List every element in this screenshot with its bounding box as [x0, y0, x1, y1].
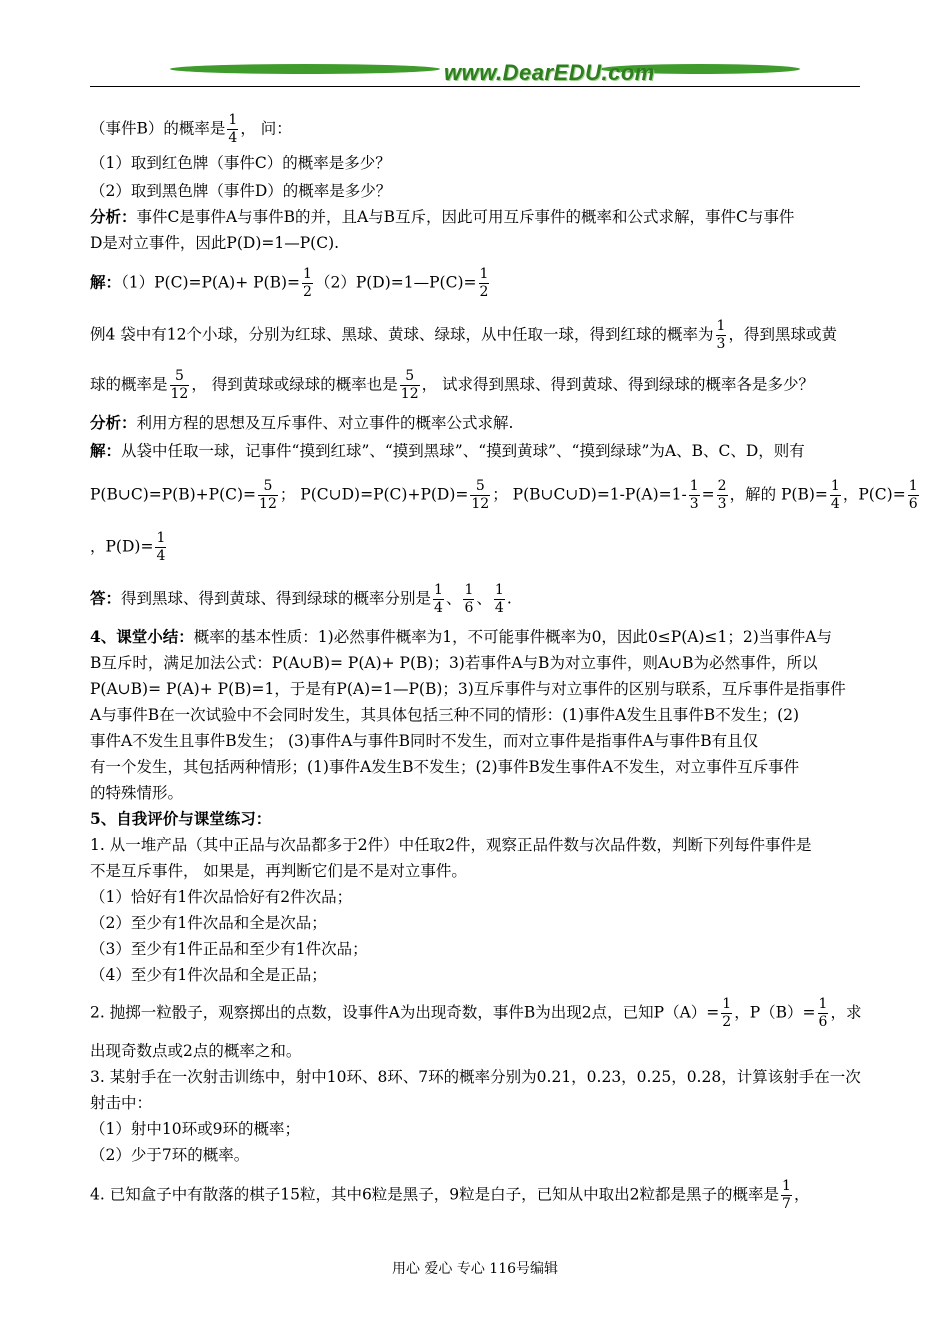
text-line: 不是互斥事件， 如果是，再判断它们是不是对立事件。 [90, 862, 467, 880]
fraction: $\frac{1}{4}$ [434, 582, 443, 616]
text-line: 出现奇数点或2点的概率之和。 [90, 1042, 302, 1060]
text-line: 解：从袋中任取一球，记事件“摸到红球”、“摸到黑球”、“摸到黄球”、“摸到绿球”为A、B、C、D，则有 [90, 441, 805, 460]
header-rule [90, 86, 860, 87]
text-line: 1. 从一堆产品（其中正品与次品都多于2件）中任取2件，观察正品件数与次品件数，判断下列每件事件是 [90, 836, 812, 854]
left-swoosh-decoration [170, 64, 440, 74]
text-line: 事件A不发生且事件B发生； (3)事件A与事件B同时不发生，而对立事件是指事件A与事件B有且仅 [90, 732, 759, 750]
fraction: $\frac{1}{4}$ [830, 478, 840, 512]
text-line: 例4 袋中有12个小球，分别为红球、黑球、黄球、绿球，从中任取一球，得到红球的概率为 $\frac{1}{3}$ ，得到黑球或黄 [90, 318, 837, 352]
text-line: D是对立事件，因此P(D)=1—P(C). [90, 234, 340, 252]
text-line: （3）至少有1件正品和至少有1件次品； [90, 940, 368, 958]
text-line: 有一个发生，其包括两种情形；(1)事件A发生B不发生；(2)事件B发生事件A不发生，对立事件互斥事件 [90, 758, 800, 776]
text-line: 答：得到黑球、得到黄球、得到绿球的概率分别是 $\frac{1}{4}$ 、 $\frac{1}{6}$ 、 $\frac{1}{4}$ . [90, 582, 512, 616]
fraction: $\frac{5}{12}$ [170, 368, 189, 402]
text-line: 射击中： [90, 1094, 153, 1112]
fraction: $\frac{1}{2}$ [722, 996, 732, 1030]
fraction: $\frac{1}{6}$ [464, 582, 474, 616]
fraction: $\frac{1}{4}$ [228, 112, 238, 146]
text-line: （4）至少有1件次品和全是正品； [90, 966, 327, 984]
text-line: 4. 已知盒子中有散落的棋子15粒，其中6粒是黑子，9粒是白子，已知从中取出2粒都是黑子的概率是 $\frac{1}{7}$ ， [90, 1178, 810, 1212]
text-line: P(A∪B)= P(A)+ P(B)=1，于是有P(A)=1—P(B)；3)互斥事件与对立事件的区别与联系，互斥事件是指事件 [90, 680, 846, 698]
fraction: $\frac{1}{6}$ [818, 996, 828, 1030]
text-line: （事件B）的概率是 $\frac{1}{4}$ ， 问： [90, 112, 292, 146]
text-line: B互斥时，满足加法公式：P(A∪B)= P(A)+ P(B)；3)若事件A与B为对立事件，则A∪B为必然事件，所以 [90, 654, 818, 672]
fraction: $\frac{2}{3}$ [717, 478, 727, 512]
text-line: 分析：利用方程的思想及互斥事件、对立事件的概率公式求解. [90, 413, 514, 432]
text-line: （2）取到黑色牌（事件D）的概率是多少？ [90, 182, 392, 200]
page-footer: 用心 爱心 专心 116号编辑 [391, 1261, 559, 1277]
fraction: $\frac{5}{12}$ [259, 478, 277, 512]
section-heading: 5、自我评价与课堂练习： [90, 809, 272, 828]
fraction: $\frac{5}{12}$ [471, 478, 490, 512]
fraction: $\frac{1}{2}$ [479, 266, 489, 300]
text-line: （2）至少有1件次品和全是次品； [90, 914, 327, 932]
text-line: 3. 某射手在一次射击训练中，射中10环、8环、7环的概率分别为0.21，0.23，0.25，0.28，计算该射手在一次 [90, 1068, 861, 1086]
text-line: 球的概率是 $\frac{5}{12}$ ， 得到黄球或绿球的概率也是 $\frac{5}{12}$ ， 试求得到黑球、得到黄球、得到绿球的概率各是多少？ [90, 368, 815, 402]
text-line: 解：（1）P(C)=P(A)+ P(B)= $\frac{1}{2}$ （2）P(D)=1—P(C)= $\frac{1}{2}$ [90, 266, 489, 300]
fraction: $\frac{1}{3}$ [689, 478, 699, 512]
text-line: 2. 抛掷一粒骰子，观察掷出的点数，设事件A为出现奇数，事件B为出现2点，已知P（A）= $\frac{1}{2}$ ，P（B）= $\frac{1}{6}$ ，求 [90, 996, 862, 1030]
text-line: 分析：事件C是事件A与事件B的并，且A与B互斥，因此可用互斥事件的概率和公式求解，事件C与事件 [90, 207, 795, 226]
text-line: （1）射中10环或9环的概率； [90, 1120, 300, 1138]
fraction: $\frac{5}{12}$ [400, 368, 419, 402]
text-line: ，P(D)= $\frac{1}{4}$ [90, 530, 166, 564]
text-line: A与事件B在一次试验中不会同时发生，其具体包括三种不同的情形：(1)事件A发生且事件B不发生；(2) [90, 706, 800, 724]
fraction: $\frac{1}{4}$ [494, 582, 504, 616]
text-line: （2）少于7环的概率。 [90, 1146, 250, 1164]
fraction: $\frac{1}{2}$ [303, 266, 312, 300]
site-logo: www.DearEDU.com [444, 60, 655, 85]
fraction: $\frac{1}{7}$ [782, 1178, 791, 1212]
fraction: $\frac{1}{4}$ [156, 530, 166, 564]
text-line: （1）取到红色牌（事件C）的概率是多少？ [90, 154, 391, 172]
text-line: 的特殊情形。 [90, 784, 184, 802]
text-line: （1）恰好有1件次品恰好有2件次品； [90, 888, 353, 906]
fraction: $\frac{1}{6}$ [908, 478, 918, 512]
text-line: 4、课堂小结：概率的基本性质：1)必然事件概率为1，不可能事件概率为0，因此0≤P(A)≤1；2)当事件A与 [90, 627, 832, 646]
page-header [90, 56, 860, 92]
text-line: P(B∪C)=P(B)+P(C)= $\frac{5}{12}$ ； P(C∪D)=P(C)+P(D)= $\frac{5}{12}$ ； P(B∪C∪D)=1-P(A)=1- $\frac{1}{3}$ = $\frac{2}{3}$ ，解的 P(B)= $\frac{1}{4}$ ，P(C)= $\frac{1}{6}$ [90, 478, 918, 512]
fraction: $\frac{1}{3}$ [716, 318, 726, 352]
